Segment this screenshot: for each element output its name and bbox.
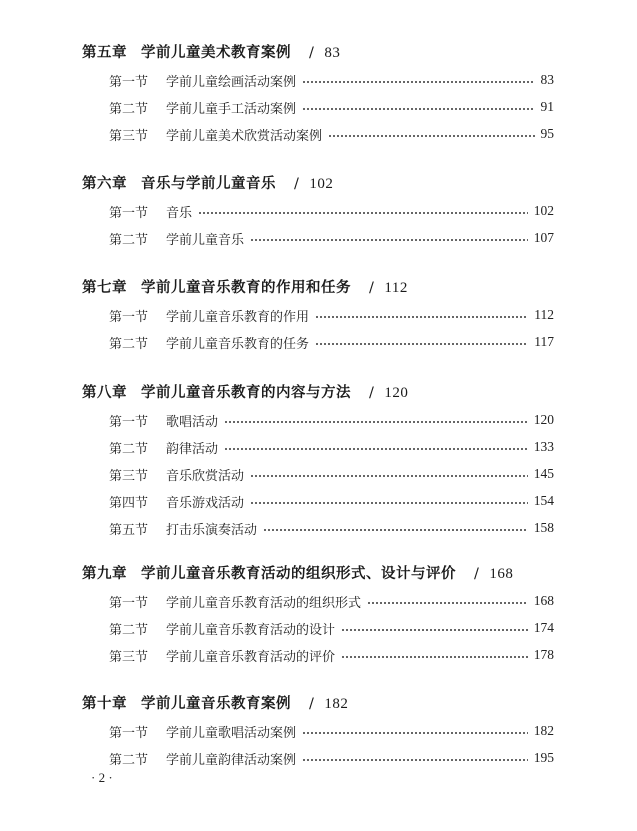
dot-leader bbox=[198, 212, 528, 214]
section-title: 音乐欣赏活动 bbox=[166, 468, 245, 484]
section-title: 学前儿童美术欣赏活动案例 bbox=[166, 128, 323, 144]
section-number: 第二节 bbox=[109, 441, 149, 457]
dot-leader bbox=[250, 475, 528, 477]
section-page: 168 bbox=[533, 593, 554, 608]
chapter-slash: / bbox=[294, 176, 300, 192]
section-number: 第三节 bbox=[109, 128, 149, 144]
chapter-number: 第八章 bbox=[82, 385, 127, 401]
dot-leader bbox=[302, 108, 534, 110]
chapter-5 bbox=[82, 41, 562, 146]
chapter-page: 168 bbox=[489, 566, 514, 582]
chapter-slash: / bbox=[474, 566, 480, 582]
dot-leader bbox=[367, 602, 528, 604]
toc-entry[interactable] bbox=[109, 199, 554, 223]
section-title: 学前儿童歌唱活动案例 bbox=[166, 725, 297, 741]
chapter-number: 第十章 bbox=[82, 696, 127, 712]
toc-entry[interactable] bbox=[109, 122, 554, 146]
page-number: · 2 · bbox=[91, 770, 113, 785]
chapter-title: 学前儿童音乐教育案例 bbox=[141, 696, 291, 712]
section-page: 174 bbox=[533, 620, 554, 635]
section-page: 154 bbox=[533, 493, 554, 508]
section-title: 学前儿童音乐教育活动的设计 bbox=[166, 622, 336, 638]
chapter-heading[interactable] bbox=[82, 41, 562, 65]
section-title: 学前儿童韵律活动案例 bbox=[166, 752, 297, 768]
chapter-heading[interactable] bbox=[82, 381, 562, 405]
chapter-9 bbox=[82, 562, 562, 667]
section-number: 第一节 bbox=[109, 725, 149, 741]
section-page: 102 bbox=[533, 203, 554, 218]
section-title: 学前儿童音乐教育的任务 bbox=[166, 336, 310, 352]
section-page: 83 bbox=[540, 72, 554, 87]
chapter-slash: / bbox=[309, 696, 315, 712]
dot-leader bbox=[315, 316, 528, 318]
dot-leader bbox=[302, 81, 534, 83]
section-number: 第三节 bbox=[109, 649, 149, 665]
section-title: 打击乐演奏活动 bbox=[166, 522, 258, 538]
chapter-page: 112 bbox=[384, 280, 408, 296]
section-number: 第二节 bbox=[109, 336, 149, 352]
section-number: 第一节 bbox=[109, 595, 149, 611]
section-title: 学前儿童音乐教育活动的评价 bbox=[166, 649, 336, 665]
section-title: 学前儿童手工活动案例 bbox=[166, 101, 297, 117]
section-number: 第二节 bbox=[109, 622, 149, 638]
toc-entry[interactable] bbox=[109, 616, 554, 640]
section-page: 91 bbox=[540, 99, 554, 114]
section-title: 学前儿童音乐教育的作用 bbox=[166, 309, 310, 325]
chapter-number: 第五章 bbox=[82, 45, 127, 61]
section-number: 第四节 bbox=[109, 495, 149, 511]
section-page: 120 bbox=[533, 412, 554, 427]
section-number: 第三节 bbox=[109, 468, 149, 484]
chapter-number: 第九章 bbox=[82, 566, 127, 582]
chapter-page: 182 bbox=[324, 696, 349, 712]
chapter-number: 第六章 bbox=[82, 176, 127, 192]
chapter-slash: / bbox=[309, 45, 315, 61]
chapter-slash: / bbox=[369, 280, 375, 296]
section-page: 133 bbox=[533, 439, 554, 454]
toc-entry[interactable] bbox=[109, 643, 554, 667]
section-page: 112 bbox=[534, 307, 554, 322]
section-page: 145 bbox=[533, 466, 554, 481]
chapter-heading[interactable] bbox=[82, 692, 562, 716]
chapter-10 bbox=[82, 692, 562, 770]
section-page: 107 bbox=[533, 230, 554, 245]
section-number: 第二节 bbox=[109, 101, 149, 117]
chapter-title: 学前儿童美术教育案例 bbox=[141, 45, 291, 61]
toc-entry[interactable] bbox=[109, 589, 554, 613]
section-number: 第一节 bbox=[109, 74, 149, 90]
section-title: 音乐游戏活动 bbox=[166, 495, 245, 511]
dot-leader bbox=[341, 629, 528, 631]
chapter-page: 83 bbox=[324, 45, 341, 61]
dot-leader bbox=[224, 421, 528, 423]
dot-leader bbox=[328, 135, 534, 137]
section-page: 182 bbox=[533, 723, 554, 738]
section-title: 歌唱活动 bbox=[166, 414, 219, 430]
section-title: 学前儿童音乐 bbox=[166, 232, 245, 248]
chapter-page: 102 bbox=[309, 176, 334, 192]
toc-entry[interactable] bbox=[109, 435, 554, 459]
toc-entry[interactable] bbox=[109, 95, 554, 119]
section-page: 178 bbox=[533, 647, 554, 662]
section-page: 195 bbox=[533, 750, 554, 765]
toc-entry[interactable] bbox=[109, 516, 554, 540]
toc-entry[interactable] bbox=[109, 330, 554, 354]
toc-entry[interactable] bbox=[109, 408, 554, 432]
chapter-heading[interactable] bbox=[82, 276, 562, 300]
section-title: 音乐 bbox=[166, 205, 193, 221]
dot-leader bbox=[250, 239, 528, 241]
chapter-page: 120 bbox=[384, 385, 409, 401]
section-page: 117 bbox=[534, 334, 554, 349]
section-number: 第五节 bbox=[109, 522, 149, 538]
toc-entry[interactable] bbox=[109, 719, 554, 743]
section-page: 158 bbox=[533, 520, 554, 535]
dot-leader bbox=[263, 529, 528, 531]
dot-leader bbox=[315, 343, 528, 345]
chapter-title: 音乐与学前儿童音乐 bbox=[141, 176, 276, 192]
dot-leader bbox=[224, 448, 528, 450]
toc-entry[interactable] bbox=[109, 303, 554, 327]
section-number: 第二节 bbox=[109, 232, 149, 248]
section-number: 第一节 bbox=[109, 205, 149, 221]
toc-entry[interactable] bbox=[109, 489, 554, 513]
chapter-title: 学前儿童音乐教育的作用和任务 bbox=[141, 280, 351, 296]
section-title: 学前儿童音乐教育活动的组织形式 bbox=[166, 595, 362, 611]
chapter-title: 学前儿童音乐教育活动的组织形式、设计与评价 bbox=[141, 566, 456, 582]
dot-leader bbox=[341, 656, 528, 658]
chapter-number: 第七章 bbox=[82, 280, 127, 296]
chapter-8 bbox=[82, 381, 562, 540]
chapter-heading[interactable] bbox=[82, 172, 562, 196]
dot-leader bbox=[302, 732, 528, 734]
chapter-title: 学前儿童音乐教育的内容与方法 bbox=[141, 385, 351, 401]
chapter-heading[interactable] bbox=[82, 562, 562, 586]
section-number: 第二节 bbox=[109, 752, 149, 768]
toc-entry[interactable] bbox=[109, 226, 554, 250]
section-number: 第一节 bbox=[109, 309, 149, 325]
section-title: 学前儿童绘画活动案例 bbox=[166, 74, 297, 90]
toc-entry[interactable] bbox=[109, 462, 554, 486]
chapter-7 bbox=[82, 276, 562, 354]
section-title: 韵律活动 bbox=[166, 441, 219, 457]
dot-leader bbox=[302, 759, 528, 761]
chapter-slash: / bbox=[369, 385, 375, 401]
chapter-6 bbox=[82, 172, 562, 250]
section-number: 第一节 bbox=[109, 414, 149, 430]
toc-entry[interactable] bbox=[109, 68, 554, 92]
section-page: 95 bbox=[540, 126, 554, 141]
toc-entry[interactable] bbox=[109, 746, 554, 770]
dot-leader bbox=[250, 502, 528, 504]
